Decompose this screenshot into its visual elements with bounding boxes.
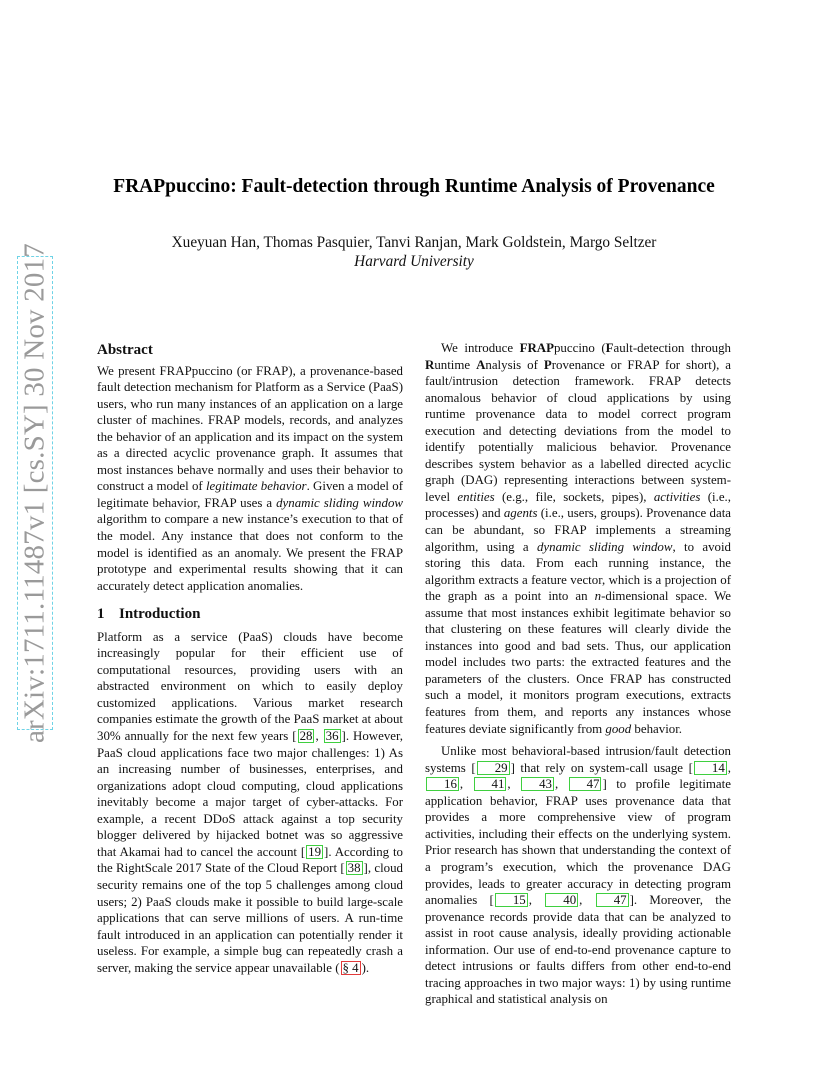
citation-47[interactable]: 47 (596, 893, 629, 907)
intro-paragraph-2: We introduce FRAPpuccino (Fault-detection through Runtime Analysis of Provenance or FRAP for short), a fault/intrusion detection framework. FRAP detects anomalous behavior of cloud applications by using runtime provenance data to model correct program execution and detecting deviations from the model to identify potentially malicious behavior. Provenance describes system behavior as a labelled directed acyclic graph (DAG) representing interactions between system-level entities (e.g., file, sockets, pipes), activities (i.e., processes) and agents (i.e., users, groups). Provenance data can be abundant, so FRAP implements a streaming algorithm, using a dynamic sliding window, to avoid storing this data. From each running instance, the algorithm extracts a feature vector, which is a projection of the graph as a point into an n-dimensional space. We assume that most instances exhibit legitimate behavior so that clustering on these features will clearly divide the instances into good and bad sets. Thus, our application model includes two parts: the extracted features and the parameters of the clusters. Once FRAP has constructed such a model, it monitors program executions, extracts features from them, and reports any instances whose features deviate significantly from good behavior. (425, 341, 732, 736)
citation-36[interactable]: 36 (325, 729, 339, 744)
abstract-text: We present FRAPpuccino (or FRAP), a provenance-based fault detection mechanism for Platform as a Service (PaaS) users, who run many instances of an application on a large cluster of machines. FRAP models, records, and analyzes the behavior of an application and its impact on the system as a directed acyclic provenance graph. It assumes that most instances behave normally and uses their behavior to construct a model of legitimate behavior. Given a model of legitimate behavior, FRAP uses a dynamic sliding window algorithm to compare a new instance’s execution to that of the model. Any instance that does not conform to the model is identified as an anomaly. We present the FRAP prototype and experimental results showing that it can accurately detect application anomalies. (97, 363, 403, 593)
intro-paragraph-3: Unlike most behavioral-based intrusion/fault detection systems [ 29 ] that rely on system-call usage [ 14 , 16 , 41 , 43 , 47 ] to profile legitimate application behavior, FRAP uses provenance data that provides a more comprehensive view of program activities, including their effects on the underlying system. Prior research has shown that understanding the context of a program’s execution, which the provenance DAG provides, leads to greater accuracy in detecting program anomalies [ 15 , 40 , 47 ]. Moreover, the provenance records provide data that can be analyzed to assist in root cause analysis, ideally providing actionable information. Our use of end-to-end provenance capture to detect intrusions or faults differs from other end-to-end tracing approaches in two major ways: 1) by using runtime graphical and statistical analysis on (425, 744, 731, 1007)
abstract-heading: Abstract (97, 342, 153, 358)
citation-40[interactable]: 40 (545, 893, 578, 907)
arxiv-identifier: arXiv:1711.11487v1 [cs.SY] 30 Nov 2017 (18, 242, 51, 744)
section-ref-4[interactable]: § 4 (342, 960, 359, 975)
citation-43[interactable]: 43 (521, 777, 554, 791)
citation-29[interactable]: 29 (477, 761, 510, 775)
paper-title: FRAPpuccino: Fault-detection through Runtime Analysis of Provenance (113, 176, 715, 197)
citation-41[interactable]: 41 (474, 777, 507, 791)
citation-47[interactable]: 47 (569, 777, 602, 791)
left-column (97, 340, 403, 976)
citation-16[interactable]: 16 (426, 777, 459, 791)
citation-28[interactable]: 28 (299, 729, 313, 744)
citation-38[interactable]: 38 (347, 861, 361, 876)
arxiv-identifier-box (17, 242, 53, 744)
right-column (425, 340, 731, 1008)
affiliation: Harvard University (354, 253, 474, 270)
citation-19[interactable]: 19 (308, 844, 322, 859)
intro-heading: 1 Introduction (97, 606, 201, 623)
intro-paragraph-1: Platform as a service (PaaS) clouds have become increasingly popular for their efficient use of computational resources, providing users with an abstracted environment on which to easily deploy customized applications. Various market research companies estimate the growth of the PaaS market at about 30% annually for the next few years [ 28 , 36 ]. However, PaaS cloud applications face two major challenges: 1) As an increasing number of businesses, enterprises, and organizations adopt cloud computing, cloud applications inevitably become a major target of cyber-attacks. For example, a recent DDoS attack against a top security blogger delivered by hijacked botnet was so aggressive that Akamai had to cancel the account [ 19 ]. According to the RightScale 2017 State of the Cloud Report [ 38 ], cloud security remains one of the top 5 challenges among cloud users; 2) PaaS clouds make it possible to build large-scale applications that can serve millions of users. A run-time fault introduced in an application can potentially render it useless. For example, a simple bug can repeatedly crash a server, making the service appear unavailable ( § 4 ). (97, 629, 404, 975)
citation-15[interactable]: 15 (495, 893, 528, 907)
author-list: Xueyuan Han, Thomas Pasquier, Tanvi Ranjan, Mark Goldstein, Margo Seltzer (171, 234, 657, 251)
citation-14[interactable]: 14 (694, 761, 727, 775)
